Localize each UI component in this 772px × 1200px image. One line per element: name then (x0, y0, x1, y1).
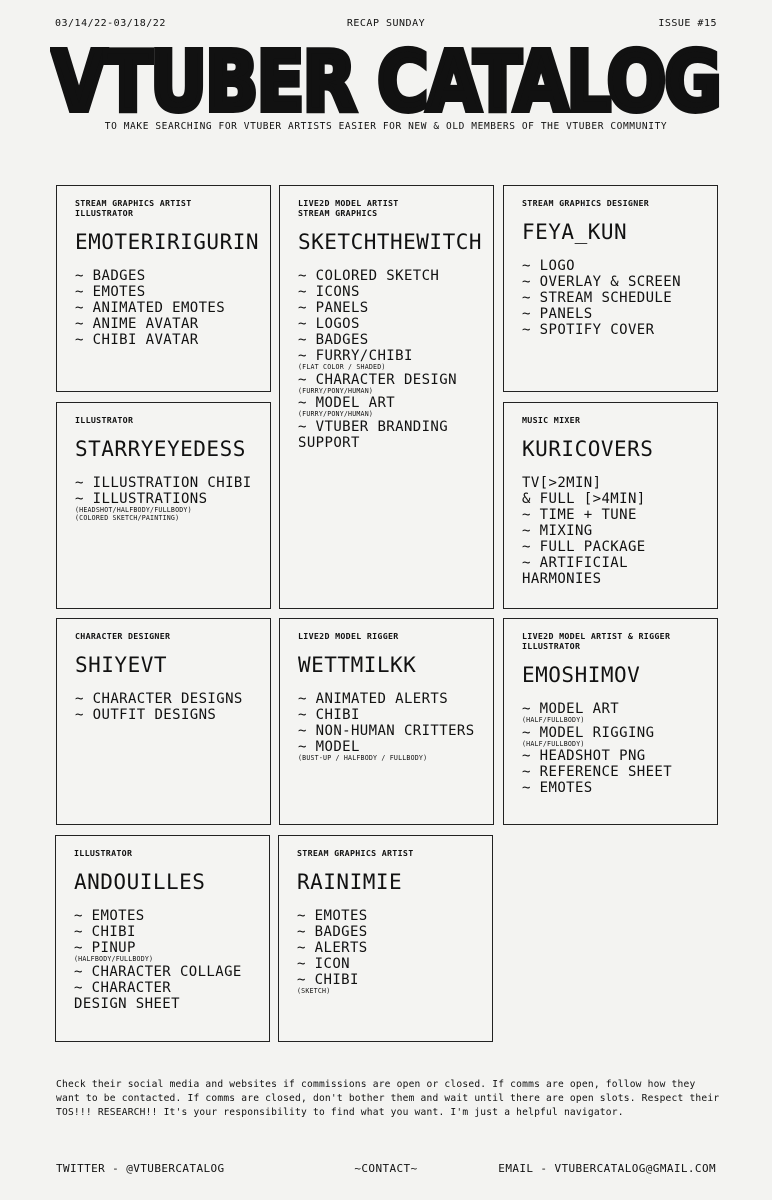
service-item (75, 316, 270, 332)
service-item (298, 723, 493, 739)
artist-name: SKETCHTHEWITCH (298, 230, 483, 254)
artist-role: STREAM GRAPHICS ARTIST (297, 848, 414, 858)
service-text: ~ CHIBI (297, 972, 359, 988)
service-text: ~ TIME + TUNE (522, 507, 637, 523)
artist-card (56, 402, 271, 609)
service-text: & FULL [>4MIN] (522, 491, 646, 507)
service-text: ~ ANIMATED EMOTES (75, 300, 226, 316)
service-text: ~ FULL PACKAGE (522, 539, 646, 555)
service-text: ~ PANELS (298, 300, 369, 316)
service-text: ~ CHIBI AVATAR (75, 332, 199, 348)
service-text: ~ CHIBI (74, 924, 136, 940)
service-text: ~ ICON (297, 956, 350, 972)
service-item (298, 348, 493, 372)
service-text: ~ ICONS (298, 284, 360, 300)
service-text: ~ EMOTES (74, 908, 145, 924)
artist-name: WETTMILKK (298, 653, 417, 677)
service-list (75, 475, 270, 522)
artist-role: CHARACTER DESIGNER (75, 631, 171, 641)
service-text: ~ ANIME AVATAR (75, 316, 199, 332)
service-list (522, 475, 717, 587)
service-item (74, 964, 269, 980)
service-item (297, 908, 492, 924)
artist-card (503, 185, 718, 392)
artist-role: ILLUSTRATOR (74, 848, 133, 858)
artist-name: FEYA_KUN (522, 220, 628, 244)
service-item (75, 707, 270, 723)
service-text: ~ MODEL RIGGING (522, 724, 655, 741)
date-range: 03/14/22-03/18/22 (55, 18, 166, 29)
masthead-title (50, 44, 722, 120)
service-text: ~ HEADSHOT PNG (522, 748, 646, 764)
section-label: RECAP SUNDAY (346, 18, 426, 29)
subtitle: TO MAKE SEARCHING FOR VTUBER ARTISTS EASIER FOR NEW & OLD MEMBERS OF THE VTUBER COMMUNITY (104, 121, 668, 132)
service-text: ~ CHARACTER DESIGN (298, 371, 457, 388)
service-list (74, 908, 269, 1012)
email-address[interactable]: EMAIL - VTUBERCATALOG@GMAIL.COM (498, 1162, 716, 1175)
service-item (74, 924, 269, 940)
service-item (298, 300, 493, 316)
service-text: ~ EMOTES (75, 284, 146, 300)
service-item (297, 972, 492, 996)
artist-role: STREAM GRAPHICS DESIGNER (522, 198, 650, 208)
service-text: ~ LOGOS (298, 316, 360, 332)
service-text: TV[>2MIN] (522, 475, 602, 491)
service-list (298, 691, 493, 763)
service-item (298, 707, 493, 723)
service-item (522, 764, 717, 780)
service-text: ~ PINUP (74, 940, 136, 956)
service-note: (HALF/FULLBODY) (522, 716, 585, 724)
service-item (75, 691, 270, 707)
service-item (522, 555, 717, 587)
artist-role: LIVE2D MODEL ARTIST STREAM GRAPHICS (298, 198, 399, 218)
service-list (298, 268, 493, 451)
masthead-logo (50, 44, 722, 120)
service-text: ~ BADGES (75, 268, 146, 284)
service-note: (BUST-UP / HALFBODY / FULLBODY) (298, 754, 428, 762)
artist-card (56, 185, 271, 392)
service-text: ~ REFERENCE SHEET (522, 764, 673, 780)
service-item (74, 940, 269, 964)
service-text: ~ NON-HUMAN CRITTERS (298, 723, 475, 739)
service-item (75, 475, 270, 491)
service-item (522, 701, 717, 725)
service-item (522, 539, 717, 555)
service-item (522, 725, 717, 749)
service-item (522, 258, 717, 274)
service-item (297, 940, 492, 956)
service-text: ~ ILLUSTRATION CHIBI (75, 475, 252, 491)
service-list (75, 691, 270, 723)
service-item (298, 372, 493, 396)
service-text: ~ SPOTIFY COVER (522, 322, 655, 338)
service-item (75, 284, 270, 300)
service-item (522, 523, 717, 539)
service-text: ~ ALERTS (297, 940, 368, 956)
service-text: ~ BADGES (298, 332, 369, 348)
artist-role: LIVE2D MODEL RIGGER (298, 631, 399, 641)
service-text: ~ MODEL ART (298, 395, 396, 411)
contact-label: ~CONTACT~ (354, 1162, 418, 1175)
service-item (522, 274, 717, 290)
service-list (522, 258, 717, 338)
artist-card (56, 618, 271, 825)
service-item (75, 491, 270, 522)
service-text: ~ STREAM SCHEDULE (522, 290, 673, 306)
service-item (298, 268, 493, 284)
twitter-handle[interactable]: TWITTER - @VTUBERCATALOG (56, 1162, 225, 1175)
service-text: ~ MIXING (522, 523, 593, 539)
service-text: ~ VTUBER BRANDING SUPPORT (298, 418, 449, 451)
artist-name: SHIYEVT (75, 653, 168, 677)
artist-role: LIVE2D MODEL ARTIST & RIGGER ILLUSTRATOR (522, 631, 671, 651)
artist-card (279, 185, 494, 609)
service-item (522, 748, 717, 764)
service-list (297, 908, 492, 996)
service-item (298, 739, 493, 763)
service-text: ~ ILLUSTRATIONS (75, 491, 208, 507)
service-list (522, 701, 717, 796)
masthead-text: VTUBER CATALOG (52, 44, 720, 120)
service-note: (FLAT COLOR / SHADED) (298, 363, 386, 371)
service-text: ~ MODEL ART (522, 701, 620, 717)
service-text: ~ COLORED SKETCH (298, 268, 440, 284)
service-item (522, 780, 717, 796)
service-text: ~ CHARACTER DESIGNS (75, 691, 243, 707)
service-item (298, 316, 493, 332)
disclaimer: Check their social media and websites if commissions are open or closed. If comms are open, follow how they want to be contacted. If comms are closed, don't bother them and wait until there are open slots. Respect their TOS!!! RESEARCH!! It's your responsibility to find what you want. I'm just a helpful navigator. (56, 1079, 720, 1118)
service-item (75, 332, 270, 348)
service-item (298, 395, 493, 419)
service-item (522, 306, 717, 322)
service-text: ~ EMOTES (297, 908, 368, 924)
artist-role: MUSIC MIXER (522, 415, 581, 425)
artist-card (55, 835, 270, 1042)
artist-role: ILLUSTRATOR (75, 415, 134, 425)
service-item (522, 475, 717, 491)
service-text: ~ CHARACTER DESIGN SHEET (74, 979, 180, 1012)
service-text: ~ ARTIFICIAL HARMONIES (522, 555, 628, 587)
artist-name: RAINIMIE (297, 870, 403, 894)
service-item (74, 980, 269, 1012)
service-note: (FURRY/PONY/HUMAN) (298, 410, 374, 418)
artist-name: EMOSHIMOV (522, 663, 641, 687)
service-note: (HEADSHOT/HALFBODY/FULLBODY) (COLORED SKETCH/PAINTING) (75, 506, 192, 522)
artist-card (278, 835, 493, 1042)
service-note: (HALF/FULLBODY) (522, 739, 585, 748)
artist-card (503, 618, 718, 825)
service-text: ~ OVERLAY & SCREEN (522, 274, 681, 290)
service-item (522, 322, 717, 338)
service-item (522, 507, 717, 523)
service-list (75, 268, 270, 348)
service-item (75, 300, 270, 316)
service-note: (SKETCH) (297, 987, 331, 995)
service-text: ~ LOGO (522, 258, 575, 274)
service-item (298, 284, 493, 300)
issue-number: ISSUE #15 (658, 18, 717, 29)
artist-card (503, 402, 718, 609)
service-text: ~ EMOTES (522, 780, 593, 796)
service-text: ~ BADGES (297, 924, 368, 940)
service-text: ~ PANELS (522, 306, 593, 322)
service-text: ~ ANIMATED ALERTS (298, 691, 449, 707)
service-text: ~ CHARACTER COLLAGE (74, 963, 242, 980)
artist-card (279, 618, 494, 825)
service-item (522, 491, 717, 507)
service-item (75, 268, 270, 284)
artist-name: STARRYEYEDESS (75, 437, 246, 461)
artist-name: EMOTERIRIGURIN (75, 230, 260, 254)
artist-name: ANDOUILLES (74, 870, 206, 894)
artist-name: KURICOVERS (522, 437, 654, 461)
service-item (298, 691, 493, 707)
service-item (522, 290, 717, 306)
service-text: ~ FURRY/CHIBI (298, 348, 413, 364)
artist-role: STREAM GRAPHICS ARTIST ILLUSTRATOR (75, 198, 192, 218)
service-note: (FURRY/PONY/HUMAN) (298, 386, 374, 395)
top-bar (55, 18, 717, 32)
service-note: (HALFBODY/FULLBODY) (74, 955, 154, 963)
service-item (297, 956, 492, 972)
service-item (74, 908, 269, 924)
service-text: ~ OUTFIT DESIGNS (75, 707, 217, 723)
service-item (298, 332, 493, 348)
service-item (298, 419, 493, 451)
service-text: ~ MODEL (298, 739, 360, 755)
service-text: ~ CHIBI (298, 707, 360, 723)
service-item (297, 924, 492, 940)
